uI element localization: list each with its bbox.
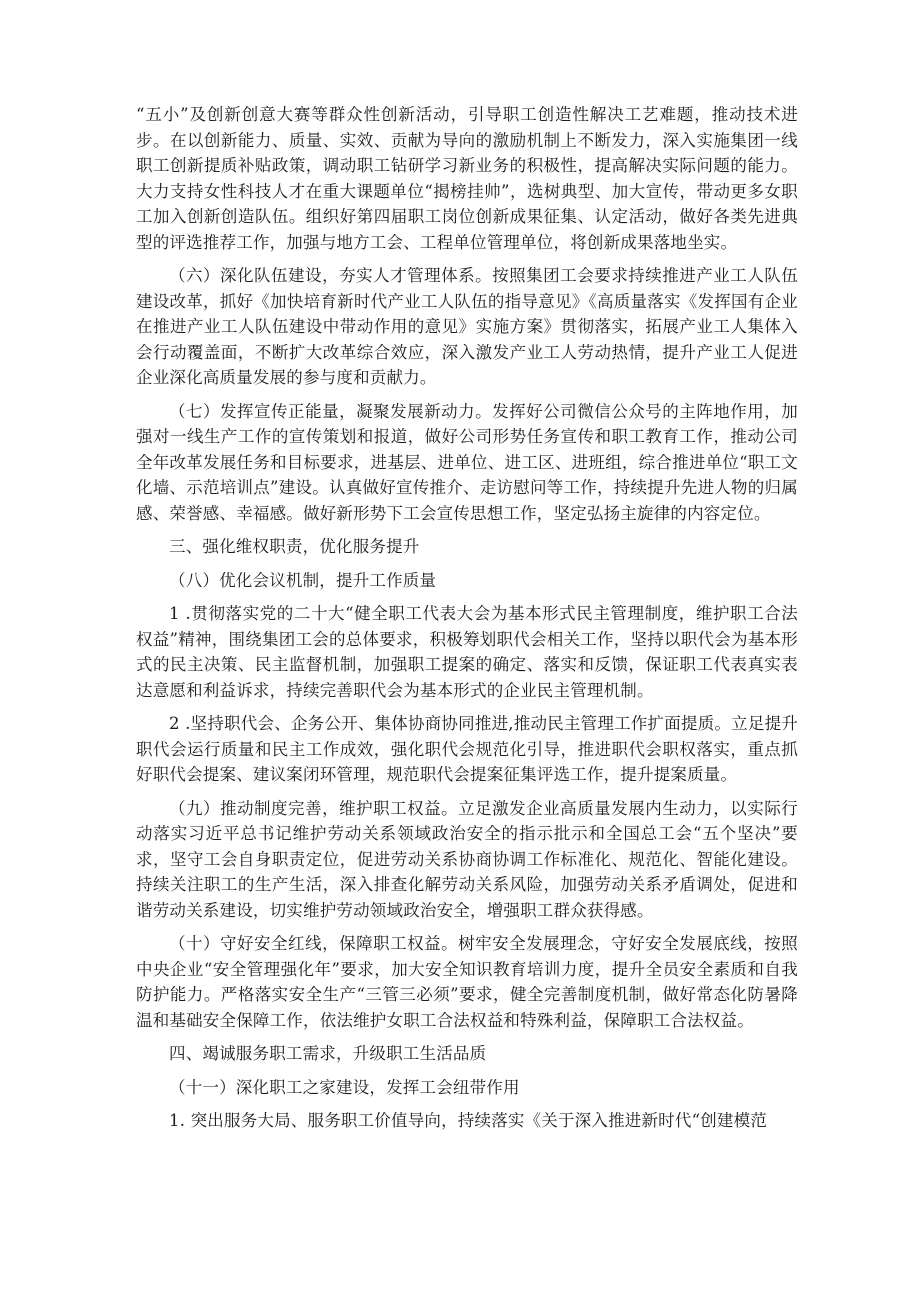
heading-section-11-workers-home: （十一）深化职工之家建设，发挥工会纽带作用: [169, 1077, 520, 1097]
paragraph-innovation-activities: “五小”及创新创意大赛等群众性创新活动，引导职工创造性解决工艺难题，推动技术进步。在以创新能力、质量、实效、贡献为导向的激励机制上不断发力，深入实施集团一线职工创新提质补贴政策，调动职工钻研学习新业务的积极性，提高解决实际问题的能力。大力支持女性科技人才在重大课题单位“揭榜挂帅”，选树典型、加大宣传，带动更多女职工加入创新创造队伍。组织好第四届职工岗位创新成果征集、认定活动，做好各类先进典型的评选推荐工作，加强与地方工会、工程单位管理单位，将创新成果落地坐实。: [136, 105, 798, 252]
paragraph-section-9-system-improvement: （九）推动制度完善，维护职工权益。立足激发企业高质量发展内生动力，以实际行动落实习近平总书记维护劳动关系领域政治安全的指示批示和全国总工会“五个坚决”要求，坚守工会自身职责定位，促进劳动关系协商协调工作标准化、规范化、智能化建设。持续关注职工的生产生活，深入排查化解劳动关系风险，加强劳动关系矛盾调处，促进和谐劳动关系建设，切实维护劳动领域政治安全，增强职工群众获得感。: [136, 798, 798, 920]
paragraph-section-7-publicity: （七）发挥宣传正能量，凝聚发展新动力。发挥好公司微信公众号的主阵地作用，加强对一线生产工作的宣传策划和报道，做好公司形势任务宣传和职工教育工作，推动公司全年改革发展任务和目标要求，进基层、进单位、进工区、进班组，综合推进单位“职工文化墙、示范培训点”建设。认真做好宣传推介、走访慰问等工作，持续提升先进人物的归属感、荣誉感、幸福感。做好新形势下工会宣传思想工作，坚定弘扬主旋律的内容定位。: [136, 401, 798, 523]
paragraph-section-10-safety: （十）守好安全红线，保障职工权益。树牢安全发展理念，守好安全发展底线，按照中央企业“安全管理强化年”要求，加大安全知识教育培训力度，提升全员安全素质和自我防护能力。严格落实安全生产“三管三必须”要求，健全完善制度机制，做好常态化防暑降温和基础安全保障工作，依法维护女职工合法权益和特殊利益，保障职工合法权益。: [136, 934, 798, 1030]
heading-part-4-serving-workers: 四、竭诚服务职工需求，升级职工生活品质: [169, 1044, 487, 1063]
paragraph-item-1-serve-overall-situation: 1. 突出服务大局、服务职工价值导向，持续落实《关于深入推进新时代“创建模范: [169, 1111, 768, 1130]
paragraph-section-6-team-building: （六）深化队伍建设，夯实人才管理体系。按照集团工会要求持续推进产业工人队伍建设改革，抓好《加快培育新时代产业工人队伍的指导意见》《高质量落实《发挥国有企业在推进产业工人队伍建设中带动作用的意见》实施方案》贯彻落实，拓展产业工人集体入会行动覆盖面，不断扩大改革综合效应，深入激发产业工人劳动热情，提升产业工人促进企业深化高质量发展的参与度和贡献力。: [136, 266, 798, 387]
paragraph-item-1-congress-spirit: 1 .贯彻落实党的二十大“健全职工代表大会为基本形式民主管理制度，维护职工合法权益”精神，围绕集团工会的总体要求，积极筹划职代会相关工作，坚持以职代会为基本形式的民主决策、民主监督机制，加强职工提案的确定、落实和反馈，保证职工代表真实表达意愿和利益诉求，持续完善职代会为基本形式的企业民主管理机制。: [136, 604, 798, 700]
heading-section-8-meeting-mechanism: （八）优化会议机制，提升工作质量: [169, 570, 437, 590]
document-body: [136, 102, 798, 1142]
paragraph-item-2-democratic-management: 2 .坚持职代会、企务公开、集体协商协同推进,推动民主管理工作扩面提质。立足提升职代会运行质量和民主工作成效，强化职代会规范化引导，推进职代会职权落实，重点抓好职代会提案、建议案闭环管理，规范职代会提案征集评选工作，提升提案质量。: [136, 714, 798, 784]
heading-part-3-rights-protection: 三、强化维权职责，优化服务提升: [169, 537, 420, 556]
